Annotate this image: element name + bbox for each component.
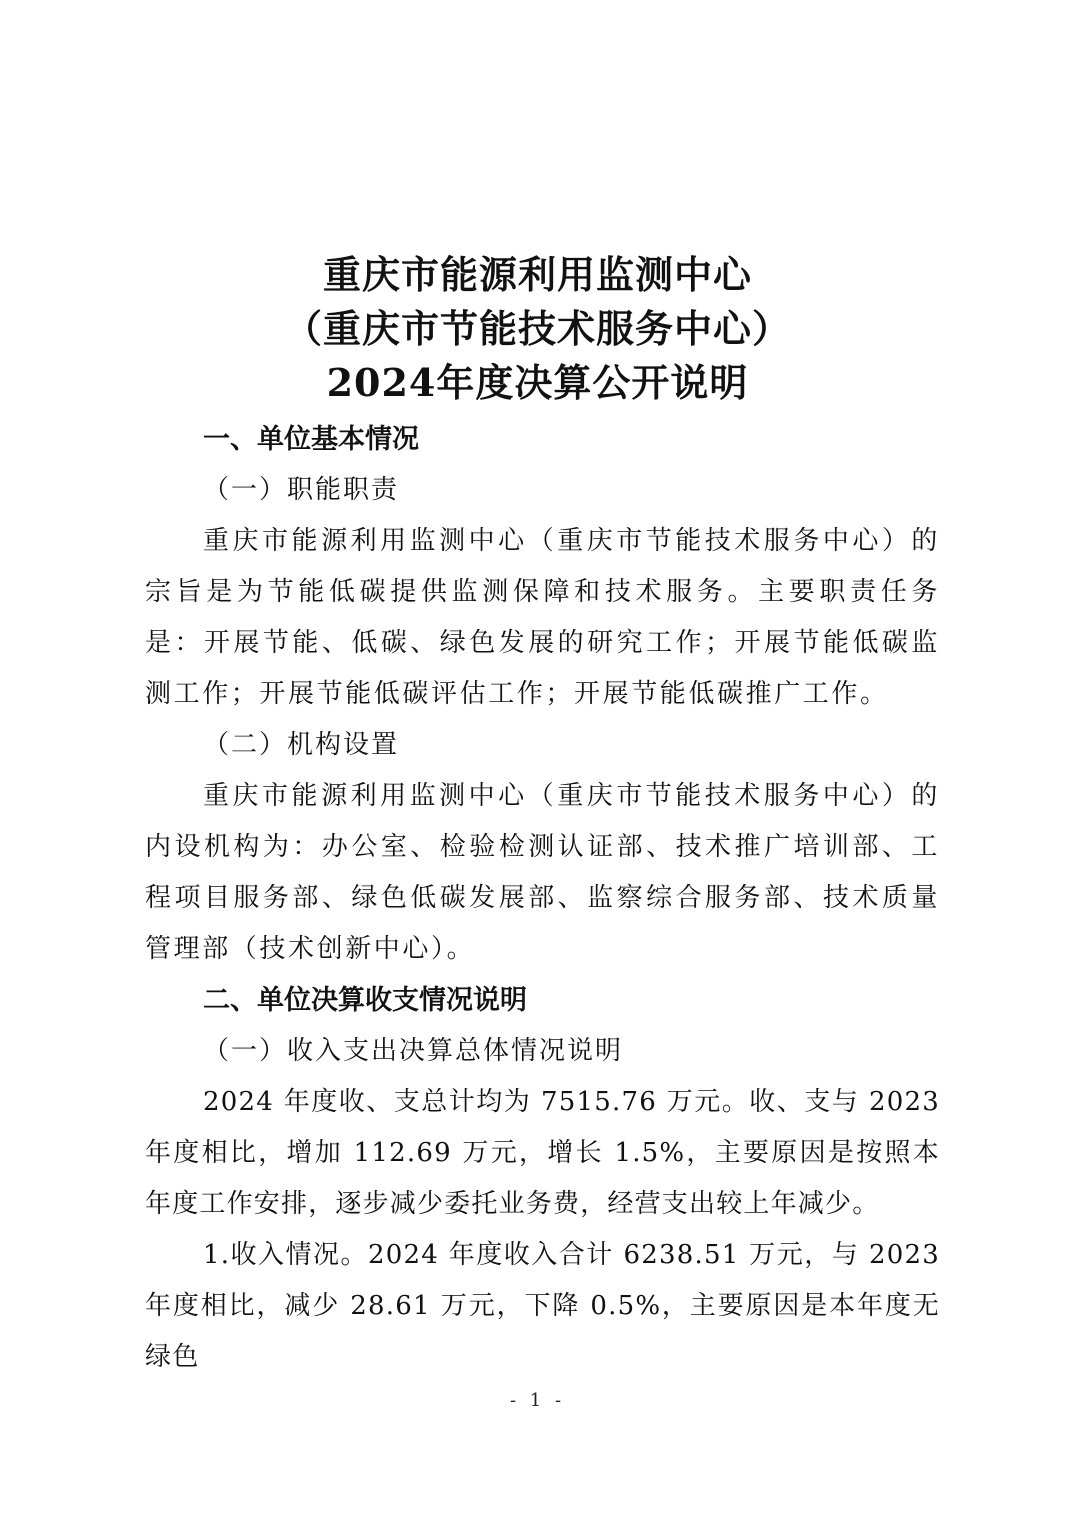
paragraph-duties: 重庆市能源利用监测中心（重庆市节能技术服务中心）的宗旨是为节能低碳提供监测保障和技术服务。主要职责任务是：开展节能、低碳、绿色发展的研究工作；开展节能低碳监测工作；开展节能低碳评估工作；开展节能低碳推广工作。: [145, 526, 940, 709]
title-line-3: 2024年度决算公开说明: [326, 360, 749, 405]
title-line-1: 重庆市能源利用监测中心: [322, 252, 752, 297]
subsection-heading-overall: （一）收入支出决算总体情况说明: [203, 1036, 624, 1066]
subsection-heading-duties: （一）职能职责: [203, 475, 400, 505]
page-number: - 1 -: [509, 1390, 566, 1411]
paragraph-income: 1.收入情况。2024 年度收入合计 6238.51 万元，与 2023 年度相比，减少 28.61 万元，下降 0.5%，主要原因是本年度无绿色: [145, 1240, 940, 1372]
title-line-2: （重庆市节能技术服务中心）: [283, 306, 791, 351]
section-heading-budget: 二、单位决算收支情况说明: [203, 985, 527, 1016]
paragraph-overall-totals: 2024 年度收、支总计均为 7515.76 万元。收、支与 2023 年度相比，增加 112.69 万元，增长 1.5%，主要原因是按照本年度工作安排，逐步减少委托业务费，经营支出较上年减少。: [145, 1087, 940, 1219]
document-body: [145, 414, 940, 1383]
paragraph-organization: 重庆市能源利用监测中心（重庆市节能技术服务中心）的内设机构为：办公室、检验检测认证部、技术推广培训部、工程项目服务部、绿色低碳发展部、监察综合服务部、技术质量管理部（技术创新中心）。: [145, 781, 940, 964]
document-title: [0, 248, 1075, 410]
subsection-heading-organization: （二）机构设置: [203, 730, 400, 760]
section-heading-basic-info: 一、单位基本情况: [203, 424, 419, 455]
